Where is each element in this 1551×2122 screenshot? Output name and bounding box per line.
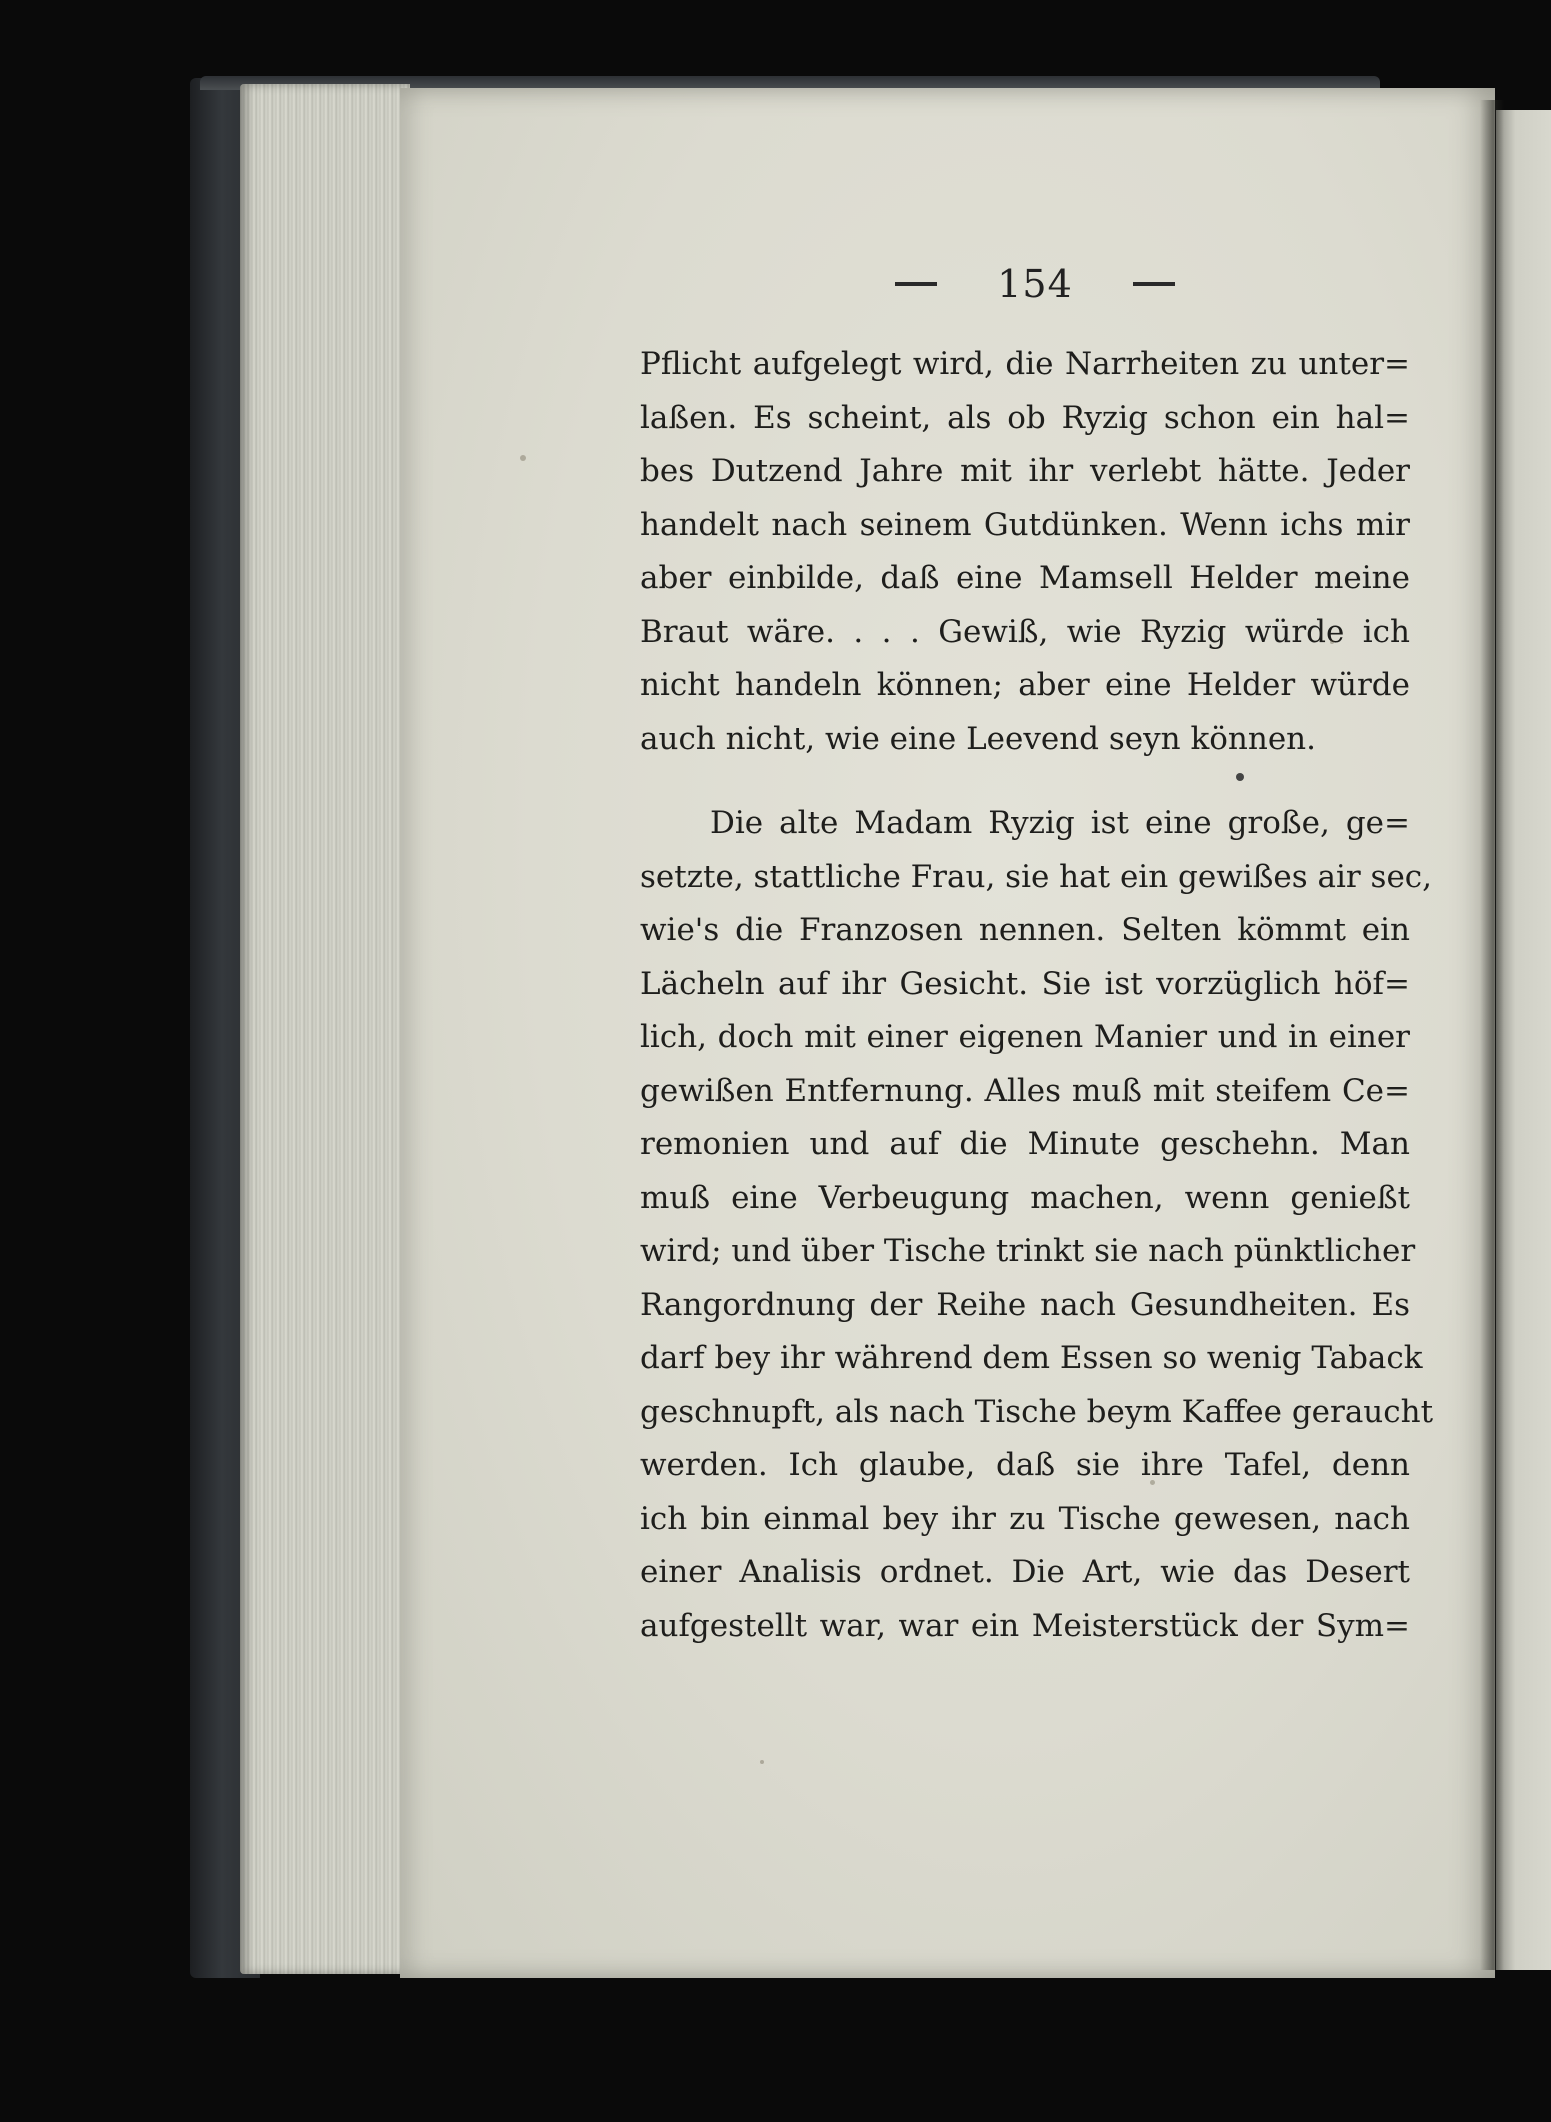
paragraph-spacer bbox=[640, 766, 1410, 797]
paragraph-1 bbox=[640, 338, 1410, 766]
page-number: 154 bbox=[997, 262, 1073, 306]
text-line: Rangordnung der Reihe nach Gesundheiten. Es bbox=[640, 1286, 1410, 1323]
text-line: setzte, stattliche Frau, sie hat ein gewißes air sec, bbox=[640, 858, 1433, 895]
facing-page bbox=[1496, 110, 1551, 1970]
text-line: Pflicht aufgelegt wird, die Narrheiten zu unter= bbox=[640, 346, 1410, 382]
paper-speck bbox=[1330, 640, 1334, 644]
text-line: muß eine Verbeugung machen, wenn genießt bbox=[640, 1179, 1410, 1216]
text-line: auch nicht, wie eine Leevend seyn können. bbox=[640, 720, 1317, 757]
paragraph-2 bbox=[640, 797, 1434, 1653]
text-line: bes Dutzend Jahre mit ihr verlebt hätte. Jeder bbox=[640, 453, 1410, 489]
text-line: nicht handeln können; aber eine Helder würde bbox=[640, 667, 1410, 703]
text-line: handelt nach seinem Gutdünken. Wenn ichs mir bbox=[640, 506, 1410, 543]
text-line: darf bey ihr während dem Essen so wenig Taback bbox=[640, 1340, 1423, 1376]
book-gutter bbox=[1480, 100, 1504, 1970]
paper-speck bbox=[1150, 1480, 1155, 1485]
page-edges bbox=[240, 84, 410, 1974]
text-line: geschnupft, als nach Tische beym Kaffee geraucht bbox=[640, 1393, 1434, 1430]
text-line: Lächeln auf ihr Gesicht. Sie ist vorzüglich höf= bbox=[640, 965, 1410, 1002]
text-line: lich, doch mit einer eigenen Manier und in einer bbox=[640, 1019, 1410, 1055]
text-line: ich bin einmal bey ihr zu Tische gewesen, nach bbox=[640, 1500, 1410, 1537]
ink-dot bbox=[1236, 773, 1244, 781]
paper-speck bbox=[760, 1760, 764, 1764]
text-line: wird; und über Tische trinkt sie nach pünktlicher bbox=[640, 1233, 1416, 1269]
paper-speck bbox=[520, 455, 526, 461]
body-text bbox=[640, 338, 1434, 1653]
text-line: aufgestellt war, war ein Meisterstück der Sym= bbox=[640, 1607, 1410, 1644]
text-line: einer Analisis ordnet. Die Art, wie das Desert bbox=[640, 1554, 1410, 1590]
header-dash-left bbox=[895, 282, 937, 286]
page-header bbox=[845, 262, 1225, 306]
text-line: wie's die Franzosen nennen. Selten kömmt ein bbox=[640, 912, 1410, 948]
text-line: Die alte Madam Ryzig ist eine große, ge= bbox=[710, 805, 1410, 841]
text-line: Braut wäre. . . . Gewiß, wie Ryzig würde ich bbox=[640, 613, 1410, 650]
text-line: gewißen Entfernung. Alles muß mit steifem Ce= bbox=[640, 1072, 1410, 1109]
header-dash-right bbox=[1133, 282, 1175, 286]
text-line: werden. Ich glaube, daß sie ihre Tafel, denn bbox=[640, 1447, 1410, 1483]
text-line: laßen. Es scheint, als ob Ryzig schon ein hal= bbox=[640, 399, 1410, 436]
text-line: aber einbilde, daß eine Mamsell Helder meine bbox=[640, 560, 1410, 596]
text-line: remonien und auf die Minute geschehn. Man bbox=[640, 1126, 1410, 1162]
